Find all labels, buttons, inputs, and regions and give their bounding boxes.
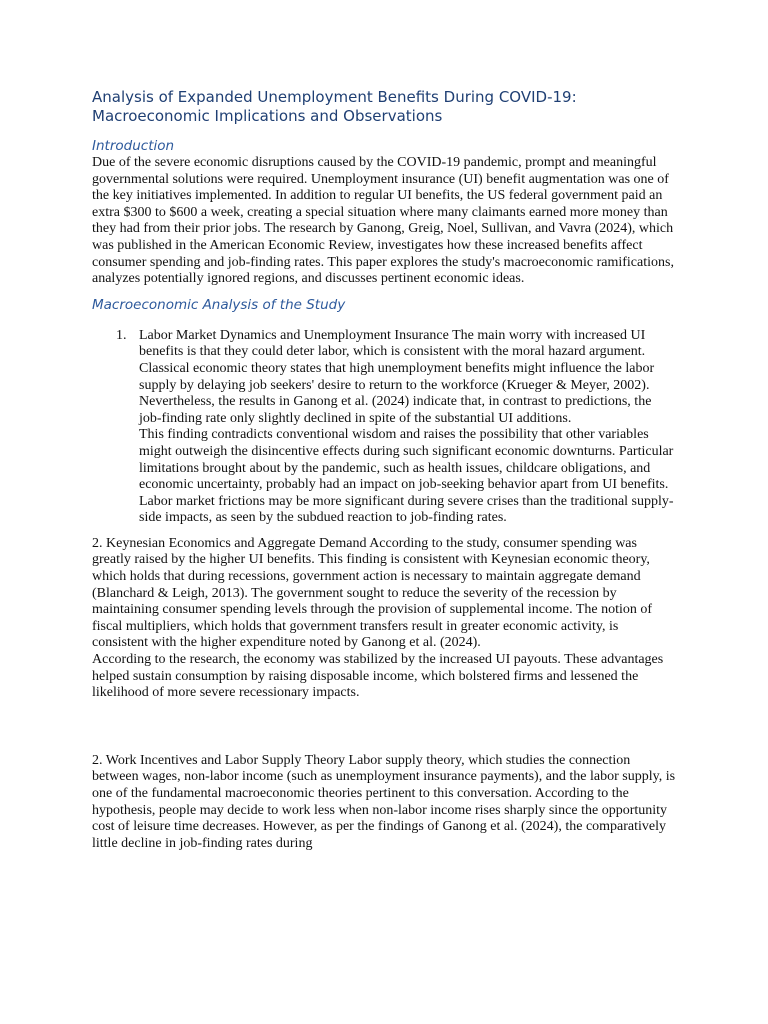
introduction-heading: Introduction — [92, 138, 175, 154]
labor-market-paragraph-1: Labor Market Dynamics and Unemployment Insurance The main worry with increased UI benefits is that they could deter labor, which is consistent with the moral hazard argument. Classical economic theory states that high unemployment benefits might influence the labor supply by delaying job seekers' desire to return to the workforce (Krueger & Meyer, 2002). Nevertheless, the results in Ganong et al. (2024) indicate that, in contrast to predictions, the job-finding rate only slightly declined in spite of the substantial UI additions. — [139, 327, 655, 426]
spacer — [92, 702, 677, 753]
spacer — [92, 527, 677, 536]
list-number: 1. — [116, 327, 127, 343]
macro-analysis-heading: Macroeconomic Analysis of the Study — [92, 296, 346, 313]
document-title-line-2: Macroeconomic Implications and Observations — [92, 107, 443, 125]
keynesian-paragraph-2: According to the research, the economy was stabilized by the increased UI payouts. These advantages helped sustain consumption by raising disposable income, which bolstered firms and lessened the likelihood of more severe recessionary impacts. — [92, 652, 664, 701]
keynesian-paragraph-1: 2. Keynesian Economics and Aggregate Demand According to the study, consumer spending was greatly raised by the higher UI benefits. This finding is consistent with Keynesian economic theory, which holds that during recessions, government action is necessary to maintain aggregate demand (Blanchard & Leigh, 2013). The government sought to reduce the severity of the recession by maintaining consumer spending levels through the provision of supplemental income. The notion of fiscal multipliers, which holds that government transfers result in greater economic activity, is consistent with the higher expenditure noted by Ganong et al. (2024). — [92, 535, 653, 651]
introduction-paragraph: Due of the severe economic disruptions caused by the COVID-19 pandemic, prompt and meaningful governmental solutions were required. Unemployment insurance (UI) benefit augmentation was one of the key initiatives implemented. In addition to regular UI benefits, the US federal government paid an extra $300 to $600 a week, creating a special situation where many claimants earned more money than they had from their prior jobs. The research by Ganong, Greig, Noel, Sullivan, and Vavra (2024), which was published in the American Economic Review, investigates how these increased benefits affect consumer spending and job-finding rates. This paper explores the study's macroeconomic ramifications, analyzes potentially ignored regions, and discusses pertinent economic ideas. — [92, 155, 674, 287]
document-page — [92, 88, 677, 852]
work-incentives-paragraph: 2. Work Incentives and Labor Supply Theory Labor supply theory, which studies the connection between wages, non-labor income (such as unemployment insurance payments), and the labor supply, is one of the fundamental macroeconomic theories pertinent to this conversation. According to the hypothesis, people may decide to work less when non-labor income rises sharply since the opportunity cost of leisure time decreases. However, as per the findings of Ganong et al. (2024), the comparatively little decline in job-finding rates during — [92, 752, 676, 851]
labor-market-paragraph-2: This finding contradicts conventional wisdom and raises the possibility that other variables might outweigh the disincentive effects during such significant economic downturns. Particular limitations brought about by the pandemic, such as health issues, childcare obligations, and economic uncertainty, probably had an impact on job-seeking behavior apart from UI benefits. Labor market frictions may be more significant during severe crises than the traditional supply-side impacts, as seen by the subdued reaction to job-finding rates. — [139, 427, 674, 526]
numbered-list-item-1 — [92, 328, 677, 527]
document-title-line-1: Analysis of Expanded Unemployment Benefits During COVID-19: — [92, 88, 577, 106]
document-title — [92, 88, 677, 126]
